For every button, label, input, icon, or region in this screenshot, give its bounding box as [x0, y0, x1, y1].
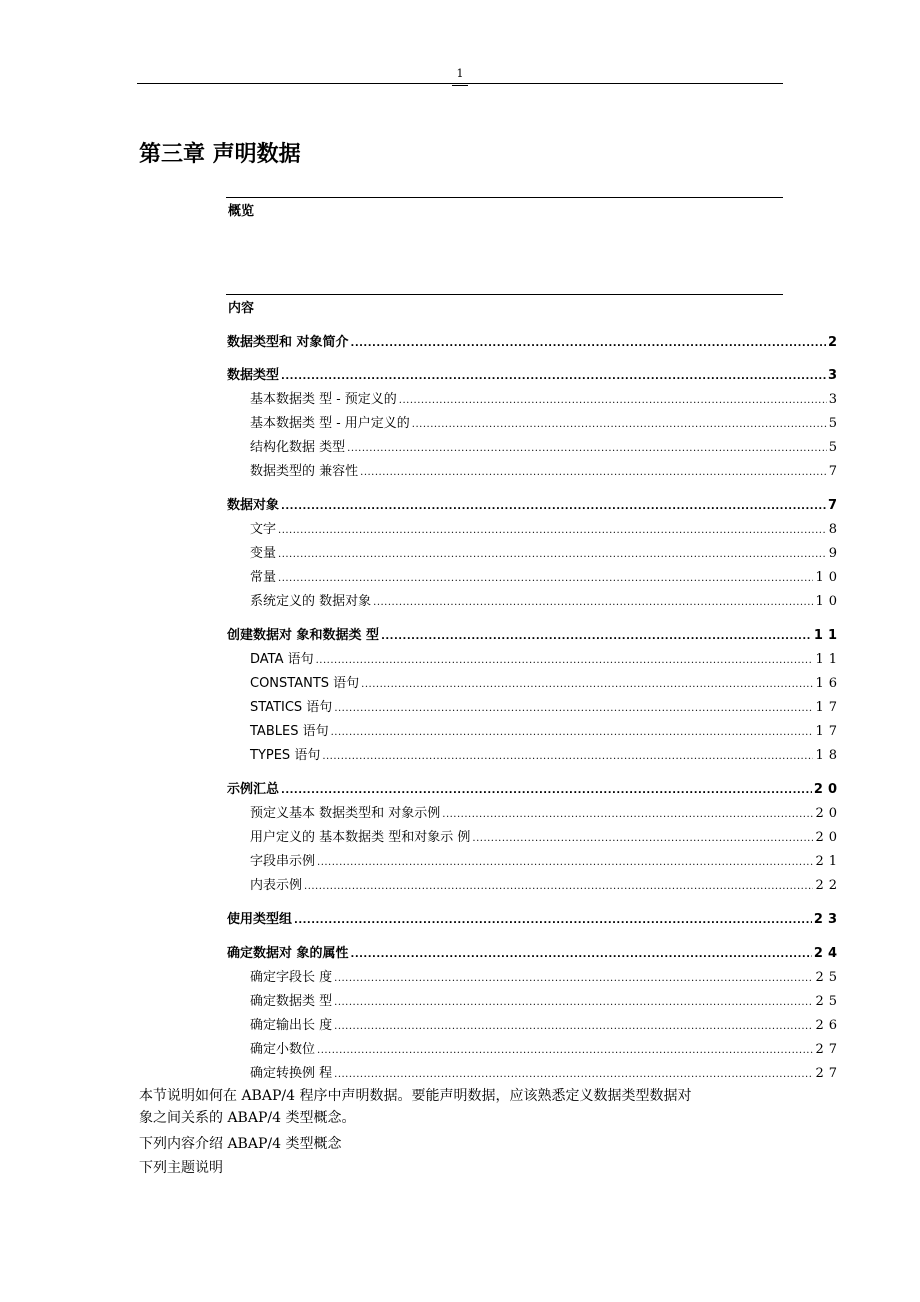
page-number: 1	[456, 67, 464, 80]
toc-subentry[interactable]	[250, 1040, 842, 1060]
toc-page-number: 18	[815, 748, 842, 763]
toc-subentry[interactable]	[250, 520, 842, 540]
toc-leader-dots	[317, 1041, 813, 1061]
toc-title: 创建数据对 象和数据类 型	[227, 628, 380, 643]
toc-subentry[interactable]	[250, 544, 842, 564]
toc-subentry[interactable]	[250, 876, 842, 896]
toc-subentry[interactable]	[250, 1064, 842, 1084]
toc-title: 字段串示例	[250, 854, 316, 869]
toc-title: 确定小数位	[250, 1042, 316, 1057]
toc-leader-dots	[472, 829, 813, 849]
toc-title: 确定转换例 程	[250, 1066, 333, 1081]
body-line: 本节说明如何在 ABAP/4 程序中声明数据。要能声明数据，应该熟悉定义数据类型数据对	[139, 1088, 692, 1104]
toc-leader-dots	[347, 439, 827, 459]
toc-page-number: 17	[815, 724, 842, 739]
body-paragraph-2: 下列内容介绍 ABAP/4 类型概念	[139, 1136, 342, 1152]
toc-title: CONSTANTS 语句	[250, 676, 360, 691]
toc-leader-dots	[373, 593, 813, 613]
body-paragraph-1	[139, 1085, 799, 1129]
toc-page-number: 25	[815, 994, 842, 1009]
toc-leader-dots	[281, 497, 826, 517]
toc-title: 用户定义的 基本数据类 型和对象示 例	[250, 830, 471, 845]
toc-leader-dots	[412, 415, 827, 435]
toc-title: TYPES 语句	[250, 748, 321, 763]
toc-page-number: 2	[827, 335, 842, 350]
toc-subentry[interactable]	[250, 592, 842, 612]
toc-page-number: 7	[828, 464, 842, 479]
header-rule	[137, 83, 783, 84]
toc-page-number: 3	[827, 368, 842, 383]
toc-leader-dots	[399, 391, 827, 411]
toc-page-number: 20	[815, 830, 842, 845]
toc-leader-dots	[304, 877, 813, 897]
toc-title: 确定输出长 度	[250, 1018, 333, 1033]
toc-title: STATICS 语句	[250, 700, 333, 715]
toc-title: 数据类型和 对象简介	[227, 335, 349, 350]
toc-title: 基本数据类 型 - 预定义的	[250, 392, 397, 407]
toc-leader-dots	[322, 747, 813, 767]
toc-entry[interactable]	[227, 944, 842, 964]
toc-page-number: 24	[813, 946, 842, 961]
toc-title: 数据类型	[227, 368, 280, 383]
toc-leader-dots	[334, 1017, 813, 1037]
toc-subentry[interactable]	[250, 698, 842, 718]
toc-subentry[interactable]	[250, 828, 842, 848]
toc-title: 结构化数据 类型	[250, 440, 346, 455]
toc-entry[interactable]	[227, 910, 842, 930]
toc-leader-dots	[278, 521, 827, 541]
toc-title: 确定数据类 型	[250, 994, 333, 1009]
toc-title: DATA 语句	[250, 652, 314, 667]
toc-title: 确定字段长 度	[250, 970, 333, 985]
toc-page-number: 5	[828, 440, 842, 455]
toc-leader-dots	[334, 699, 813, 719]
toc-entry[interactable]	[227, 333, 842, 353]
toc-page-number: 11	[815, 652, 842, 667]
toc-page-number: 22	[815, 878, 842, 893]
toc-leader-dots	[316, 651, 814, 671]
toc-subentry[interactable]	[250, 674, 842, 694]
toc-page-number: 9	[828, 546, 842, 561]
toc-title: 数据类型的 兼容性	[250, 464, 359, 479]
toc-subentry[interactable]	[250, 746, 842, 766]
toc-subentry[interactable]	[250, 650, 842, 670]
toc-subentry[interactable]	[250, 462, 842, 482]
toc-title: 内表示例	[250, 878, 303, 893]
toc-leader-dots	[294, 911, 812, 931]
toc-page-number: 25	[815, 970, 842, 985]
toc-page-number: 10	[815, 594, 842, 609]
toc-subentry[interactable]	[250, 414, 842, 434]
toc-title: 使用类型组	[227, 912, 293, 927]
toc-title: 预定义基本 数据类型和 对象示例	[250, 806, 441, 821]
toc-title: 常量	[250, 570, 277, 585]
toc-title: 系统定义的 数据对象	[250, 594, 372, 609]
toc-leader-dots	[334, 969, 813, 989]
toc-page-number: 26	[815, 1018, 842, 1033]
toc-subentry[interactable]	[250, 390, 842, 410]
toc-subentry[interactable]	[250, 992, 842, 1012]
toc-subentry[interactable]	[250, 1016, 842, 1036]
toc-page-number: 20	[815, 806, 842, 821]
page-number-underline	[452, 85, 468, 86]
toc-title: 数据对象	[227, 498, 280, 513]
toc-subentry[interactable]	[250, 438, 842, 458]
overview-label: 概览	[228, 204, 255, 219]
toc-entry[interactable]	[227, 366, 842, 386]
toc-leader-dots	[281, 367, 826, 387]
toc-leader-dots	[361, 675, 813, 695]
toc-subentry[interactable]	[250, 722, 842, 742]
toc-leader-dots	[360, 463, 827, 483]
overview-rule	[226, 197, 783, 198]
toc-page-number: 27	[815, 1066, 842, 1081]
toc-page-number: 20	[813, 782, 842, 797]
toc-leader-dots	[351, 945, 812, 965]
toc-page-number: 8	[828, 522, 842, 537]
toc-page-number: 7	[827, 498, 842, 513]
toc-leader-dots	[334, 1065, 813, 1085]
toc-leader-dots	[331, 723, 814, 743]
toc-entry[interactable]	[227, 626, 842, 646]
toc-page-number: 5	[828, 416, 842, 431]
chapter-title: 第三章 声明数据	[139, 142, 301, 167]
toc-leader-dots	[381, 627, 812, 647]
toc-page-number: 3	[828, 392, 842, 407]
toc-leader-dots	[278, 569, 813, 589]
toc-page-number: 27	[815, 1042, 842, 1057]
body-line: 象之间关系的 ABAP/4 类型概念。	[139, 1110, 356, 1126]
toc-title: 基本数据类 型 - 用户定义的	[250, 416, 410, 431]
toc-subentry[interactable]	[250, 568, 842, 588]
toc-title: 变量	[250, 546, 277, 561]
toc-leader-dots	[278, 545, 827, 565]
toc-leader-dots	[442, 805, 813, 825]
toc-subentry[interactable]	[250, 968, 842, 988]
contents-label: 内容	[228, 301, 255, 316]
body-paragraph-3: 下列主题说明	[139, 1160, 223, 1176]
toc-page-number: 17	[815, 700, 842, 715]
toc-page-number: 23	[813, 912, 842, 927]
toc-subentry[interactable]	[250, 804, 842, 824]
toc-title: 示例汇总	[227, 782, 280, 797]
toc-page-number: 21	[815, 854, 842, 869]
toc-leader-dots	[351, 334, 826, 354]
toc-page-number: 10	[815, 570, 842, 585]
toc-entry[interactable]	[227, 780, 842, 800]
toc-entry[interactable]	[227, 496, 842, 516]
toc-leader-dots	[334, 993, 813, 1013]
toc-title: 确定数据对 象的属性	[227, 946, 349, 961]
toc-title: 文字	[250, 522, 277, 537]
toc-leader-dots	[317, 853, 813, 873]
toc-title: TABLES 语句	[250, 724, 329, 739]
toc-subentry[interactable]	[250, 852, 842, 872]
toc-leader-dots	[281, 781, 812, 801]
contents-rule	[226, 294, 783, 295]
toc-page-number: 11	[813, 628, 842, 643]
toc-page-number: 16	[815, 676, 842, 691]
